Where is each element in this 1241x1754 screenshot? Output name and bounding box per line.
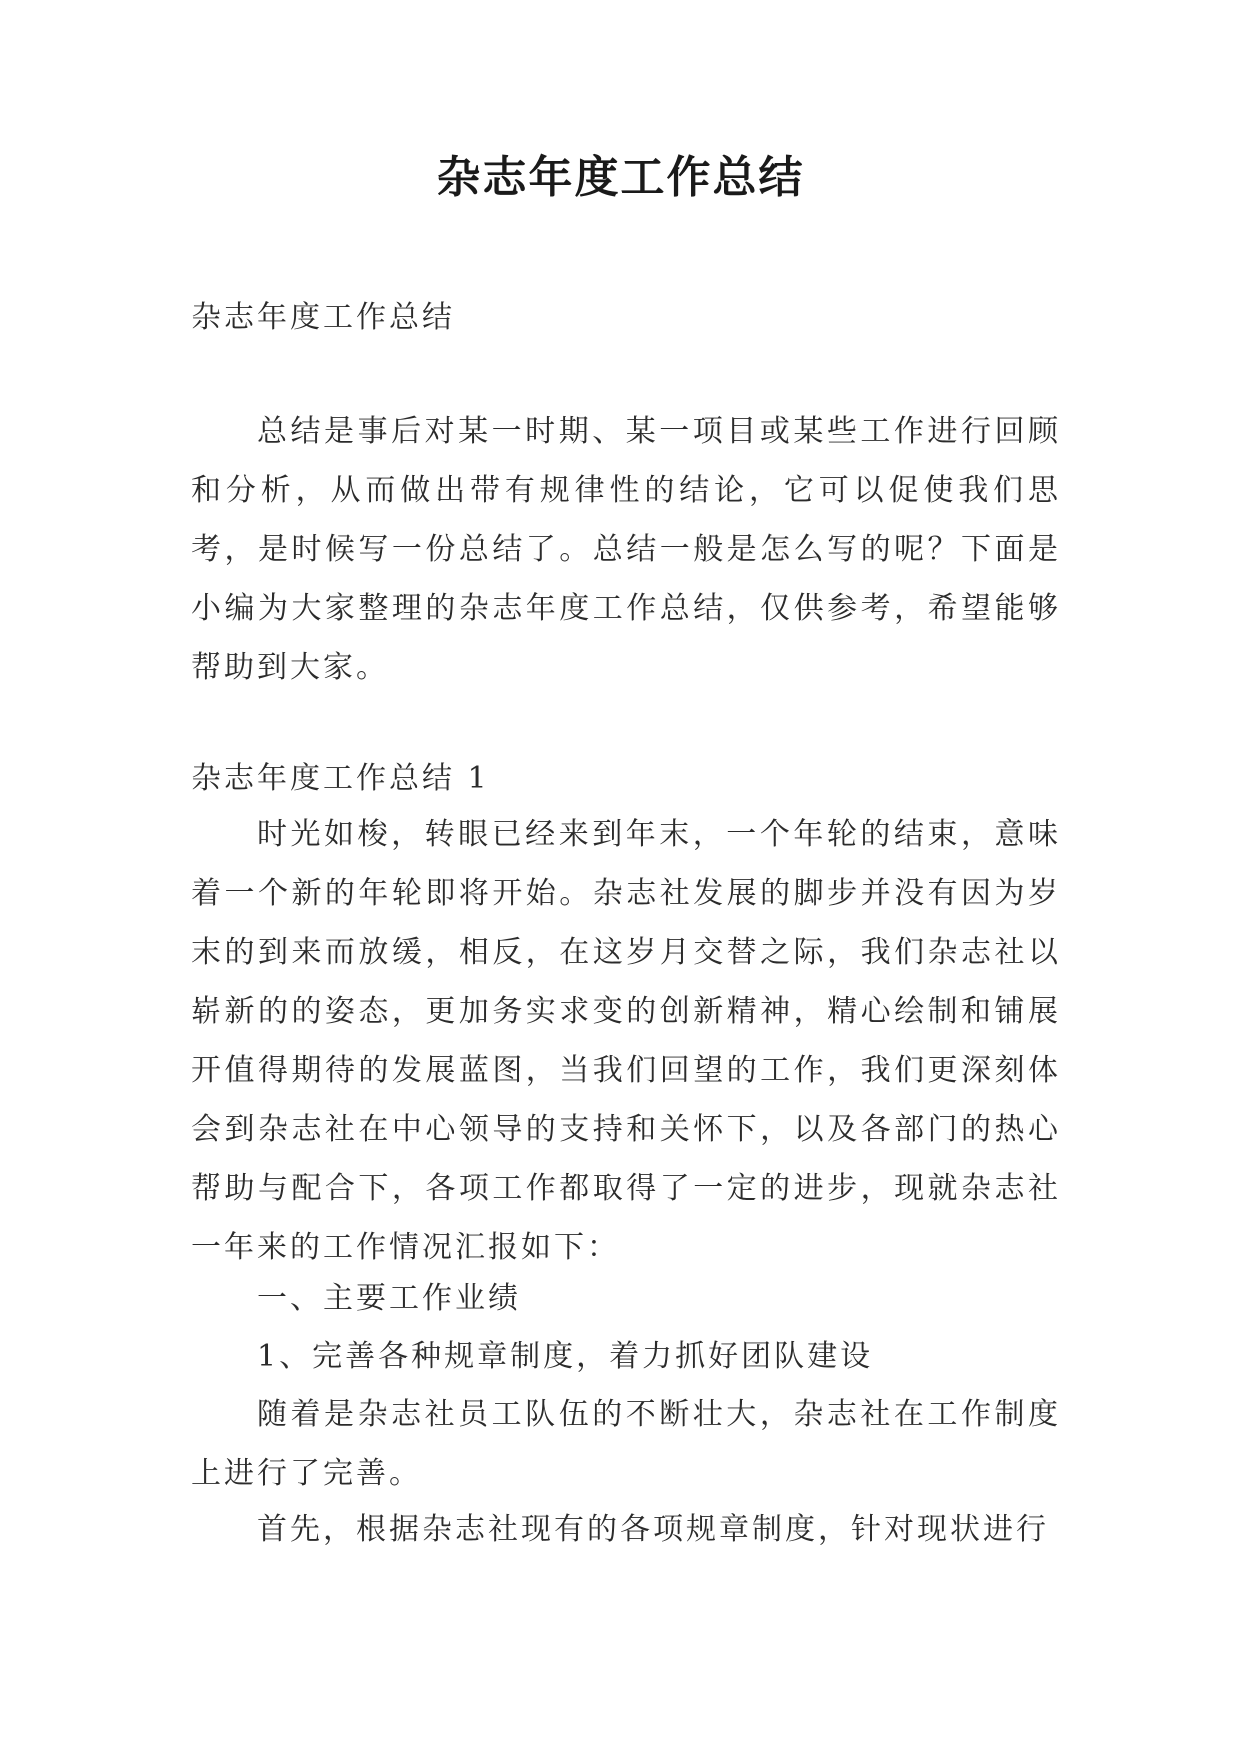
- body-paragraph: 首先，根据杂志社现有的各项规章制度，针对现状进行: [257, 1512, 1049, 1547]
- intro-paragraph: 总结是事后对某一时期、某一项目或某些工作进行回顾和分析，从而做出带有规律性的结论，它可以促使我们思考，是时候写一份总结了。总结一般是怎么写的呢？下面是小编为大家整理的杂志年度工作总结，仅供参考，希望能够帮助到大家。: [191, 414, 1061, 685]
- body-paragraph: 随着是杂志社员工队伍的不断壮大，杂志社在工作制度上进行了完善。: [191, 1397, 1061, 1491]
- section-heading: 杂志年度工作总结 1: [191, 761, 490, 796]
- document-title: 杂志年度工作总结: [436, 152, 805, 203]
- body-paragraph: 时光如梭，转眼已经来到年末，一个年轮的结束，意味着一个新的年轮即将开始。杂志社发展的脚步并没有因为岁末的到来而放缓，相反，在这岁月交替之际，我们杂志社以崭新的的姿态，更加务实求变的创新精神，精心绘制和铺展开值得期待的发展蓝图，当我们回望的工作，我们更深刻体会到杂志社在中心领导的支持和关怀下，以及各部门的热心帮助与配合下，各项工作都取得了一定的进步，现就杂志社一年来的工作情况汇报如下：: [191, 817, 1061, 1265]
- document-subtitle: 杂志年度工作总结: [191, 300, 455, 335]
- subheading-regulations: 1、完善各种规章制度，着力抓好团队建设: [257, 1339, 874, 1374]
- subheading-main-achievements: 一、主要工作业绩: [257, 1281, 521, 1316]
